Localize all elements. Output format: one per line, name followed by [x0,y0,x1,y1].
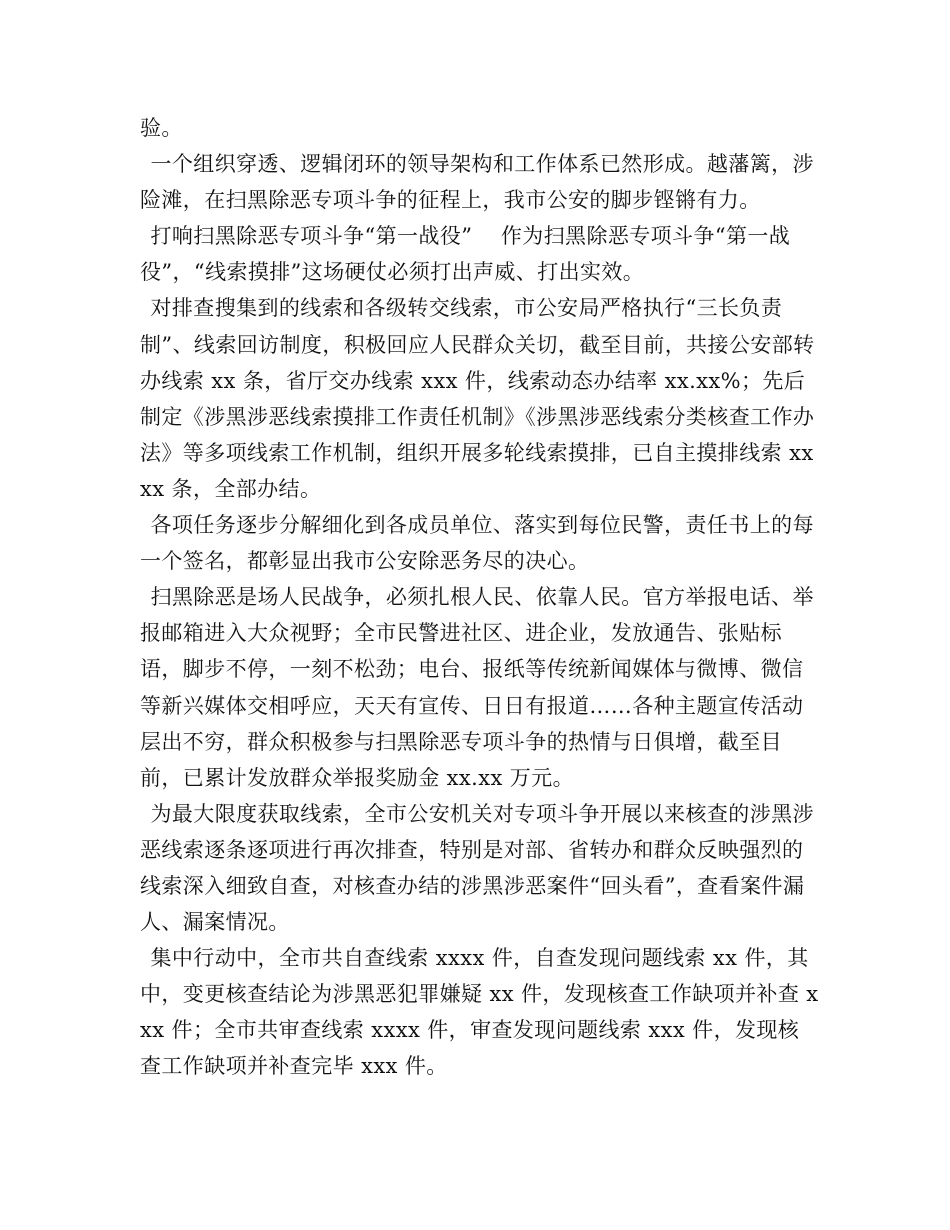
paragraph-leadership-structure: 一个组织穿透、逻辑闭环的领导架构和工作体系已然形成。越藩篱，涉险滩，在扫黑除恶专项斗争的征程上，我市公安的脚步铿锵有力。 [140,152,814,213]
paragraph-people-war: 扫黑除恶是场人民战争，必须扎根人民、依靠人民。官方举报电话、举报邮箱进入大众视野；全市民警进社区、进企业，发放通告、张贴标语，脚步不停，一刻不松劲；电台、报纸等传统新闻媒体与微博、微信等新兴媒体交相呼应，天天有宣传、日日有报道……各种主题宣传活动层出不穷，群众积极参与扫黑除恶专项斗争的热情与日俱增，截至目前，已累计发放群众举报奖励金 xx.xx 万元。 [140,585,814,790]
paragraph-first-campaign: 打响扫黑除恶专项斗争“第一战役” 作为扫黑除恶专项斗争“第一战役”，“线索摸排”这场硬仗必须打出声威、打出实效。 [140,224,791,285]
document-body [140,110,820,1085]
paragraph-clue-handling: 对排查搜集到的线索和各级转交线索，市公安局严格执行“三长负责制”、线索回访制度，积极回应人民群众关切，截至目前，共接公安部转办线索 xx 条，省厅交办线索 xxx 件，线索动态办结率 xx.xx%；先后制定《涉黑涉恶线索摸排工作责任机制》《涉黑涉恶线索分类核查工作办法》等多项线索工作机制，组织开展多轮线索摸排，已自主摸排线索 xxxx 条，全部办结。 [140,296,815,501]
paragraph-recheck: 为最大限度获取线索，全市公安机关对专项斗争开展以来核查的涉黑涉恶线索逐条逐项进行再次排查，特别是对部、省转办和群众反映强烈的线索深入细致自查，对核查办结的涉黑涉恶案件“回头看”，查看案件漏人、漏案情况。 [140,801,814,935]
paragraph-concentrated-action: 集中行动中，全市共自查线索 xxxx 件，自查发现问题线索 xx 件，其中，变更核查结论为涉黑恶犯罪嫌疑 xx 件，发现核查工作缺项并补查 xxx 件；全市共审查线索 xxxx 件，审查发现问题线索 xxx 件，发现核查工作缺项并补查完毕 xxx 件。 [140,946,819,1079]
paragraph-continuation: 验。 [140,116,183,140]
paragraph-task-breakdown: 各项任务逐步分解细化到各成员单位、落实到每位民警，责任书上的每一个签名，都彰显出我市公安除恶务尽的决心。 [140,513,814,574]
